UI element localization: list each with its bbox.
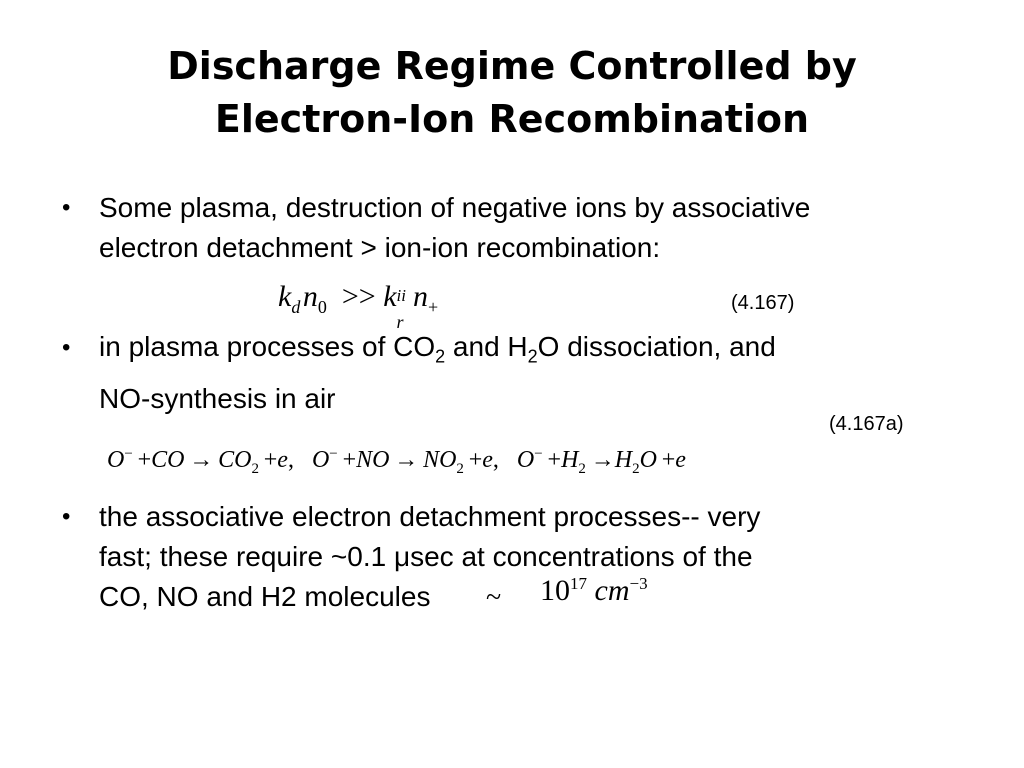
equation-number-4-167: (4.167): [731, 292, 795, 314]
bullet-1-line-1: Some plasma, destruction of negative ions by associative: [99, 192, 811, 223]
bullet-3-line-2: fast; these require ~0.1 μsec at concentrations of the: [99, 541, 753, 572]
tilde-symbol: ~: [486, 582, 502, 613]
equation-number-4-167a: (4.167a): [829, 413, 904, 435]
equation-4-167: $k_d$ $n_0 >> k$ ii r $n_+$: [278, 280, 439, 332]
equation-4-167a: $O^- +CO \to CO_2 +e$, $O^- +NO \to NO_2 +e$, $O^- +H_2 \to H_2O +e$: [107, 446, 686, 477]
bullet-marker-3: •: [62, 503, 71, 530]
title-line-2: Electron-Ion Recombination: [214, 97, 810, 141]
bullet-3-line-1: the associative electron detachment processes-- very: [99, 501, 761, 532]
slide-title: [0, 40, 1024, 146]
bullet-2-line-2: NO-synthesis in air: [99, 383, 336, 414]
bullet-2-line-1: in plasma processes of $CO_2$ and $H_2O$ dissociation, and: [99, 331, 776, 367]
concentration-expression: $10^{17}$ $cm^{-3}$: [540, 574, 648, 607]
bullet-marker-2: •: [62, 334, 71, 361]
bullet-marker-1: •: [62, 194, 71, 221]
bullet-3-line-3: CO, NO and H2 molecules: [99, 581, 431, 612]
bullet-1-line-2: electron detachment > ion-ion recombination:: [99, 232, 661, 263]
title-line-1: Discharge Regime Controlled by: [167, 44, 857, 88]
